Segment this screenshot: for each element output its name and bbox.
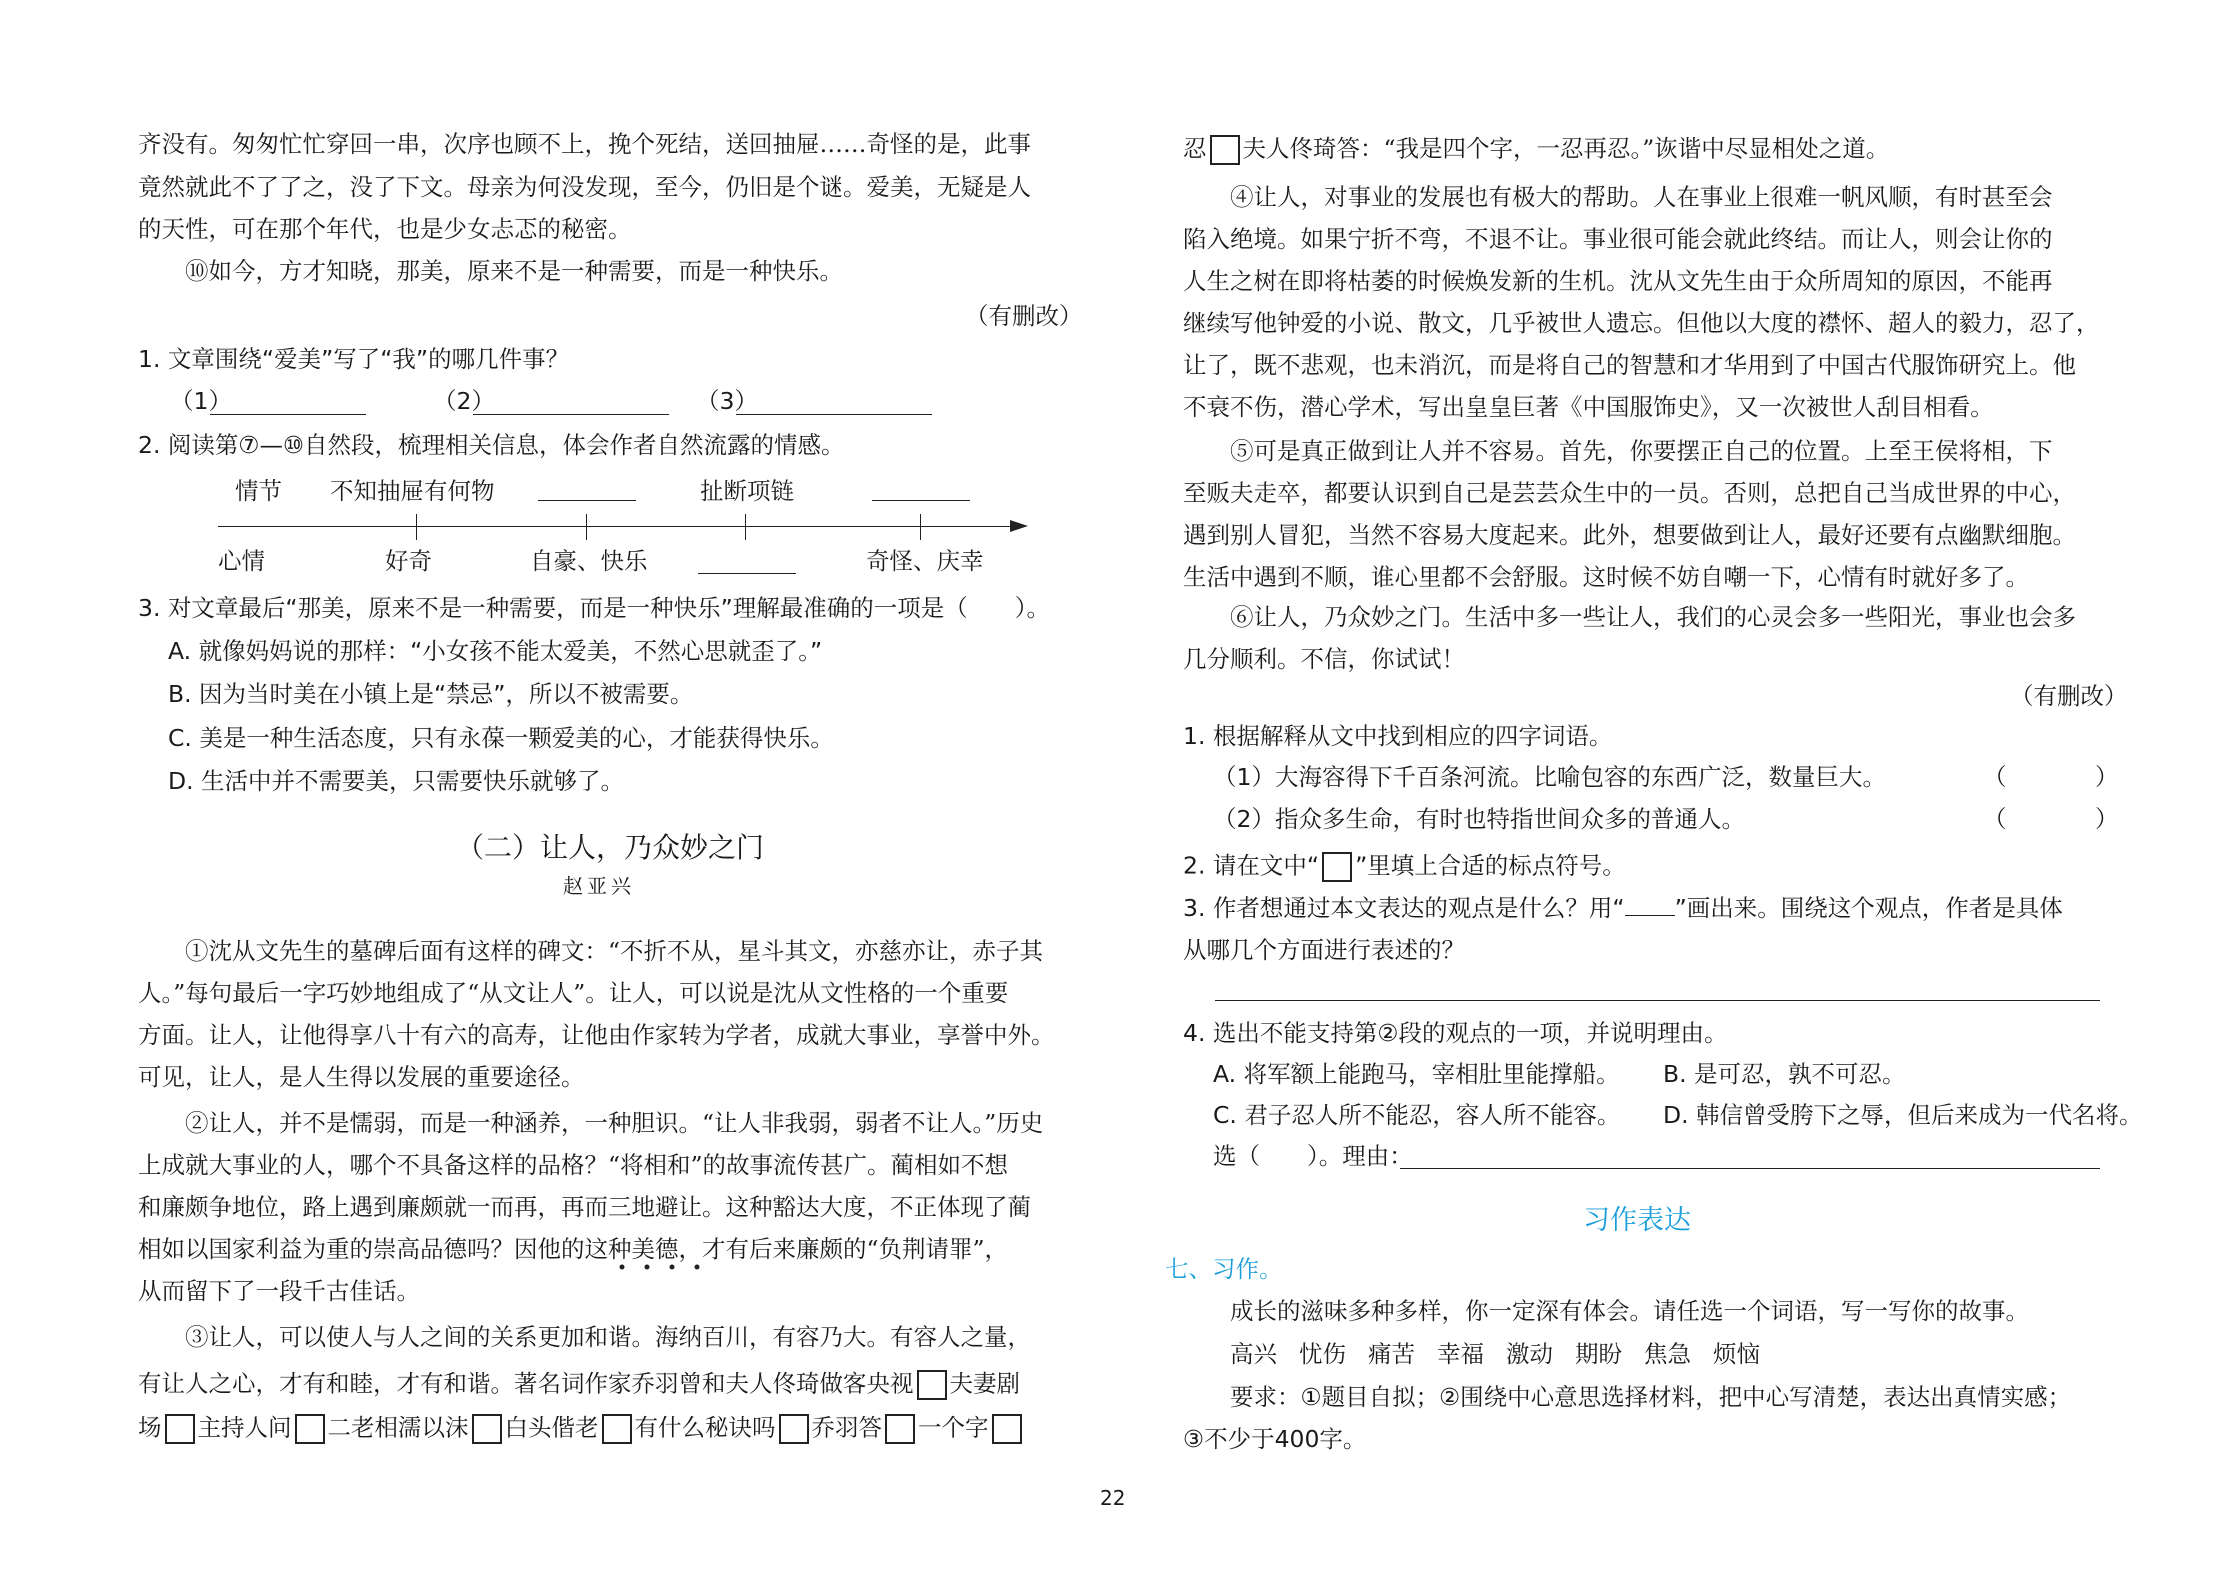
writing-heading: 七、习作。 [1165,1255,1283,1283]
word-choices [1230,1340,1760,1368]
punctuation-box[interactable] [992,1414,1022,1444]
timeline-tick [745,514,746,540]
body-text: 一个字 [918,1413,989,1442]
body-text-line: 人。”每句最后一字巧妙地组成了“从文让人”。让人，可以说是沈从文性格的一个重要 [138,979,1009,1007]
answer-blank-2[interactable] [473,414,669,415]
body-text: 夫人佟琦答：“我是四个字，一忍再忍。”诙谐中尽显相处之道。 [1242,134,1890,163]
question-2-stem [1183,852,1626,882]
body-text-line: 和廉颇争地位，路上遇到廉颇就一而再，再而三地避让。这种豁达大度，不正体现了蔺 [138,1193,1031,1221]
question-3-stem [1183,894,2063,922]
body-text: 二老相濡以沫 [327,1413,469,1442]
question-text: 3. 作者想通过本文表达的观点是什么？用“ [1183,894,1625,922]
body-text-line: 陷入绝境。如果宁折不弯，不退不让。事业很可能会就此终结。而让人，则会让你的 [1183,225,2053,253]
body-text: 夫妻剧 [949,1369,1020,1398]
word-choice: 激动 [1506,1340,1553,1368]
body-text: 忍 [1183,134,1207,163]
answer-blank-3[interactable] [736,414,932,415]
question-3-stem: 3. 对文章最后“那美，原来不是一种需要，而是一种快乐”理解最准确的一项是（ ）。 [138,594,1050,622]
punctuation-box[interactable] [472,1414,502,1444]
paren-open: （ [1983,763,2007,791]
word-choice: 期盼 [1575,1340,1622,1368]
emotion-label: 心情 [218,547,265,575]
question-2-stem: 2. 阅读第⑦—⑩自然段，梳理相关信息，体会作者自然流露的情感。 [138,431,845,459]
page-number: 22 [1100,1486,1126,1510]
timeline-tick [416,514,417,540]
option-d[interactable]: D. 韩信曾受胯下之辱，但后来成为一代名将。 [1663,1101,2143,1129]
question-text: ”里填上合适的标点符号。 [1355,851,1626,880]
article-author: 赵亚兴 [563,874,635,898]
body-text-line: ③让人，可以使人与人之间的关系更加和谐。海纳百川，有容乃大。有容人之量， [185,1323,1031,1351]
body-text-line: 相如以国家利益为重的崇高品德吗？因他的这种美德，才有后来廉颇的“负荆请罪”， [138,1235,1009,1263]
reason-line[interactable] [1400,1168,2100,1169]
body-text-line: 竟然就此不了了之，没了下文。母亲为何没发现，至今，仍旧是个谜。爱美，无疑是人 [138,173,1031,201]
writing-prompt: 成长的滋味多种多样，你一定深有体会。请任选一个词语，写一写你的故事。 [1230,1297,2029,1325]
body-text-line: 几分顺利。不信，你试试！ [1183,645,1465,673]
question-text: ”画出来。围绕这个观点，作者是具体 [1674,894,2063,922]
emotion-item: 奇怪、庆幸 [866,547,984,575]
body-text-line: 方面。让人，让他得享八十有六的高寿，让他由作家转为学者，成就大事业，享誉中外。 [138,1021,1055,1049]
timeline-tick [586,514,587,540]
answer-label-1: （1） [170,387,232,415]
option-b[interactable]: B. 因为当时美在小镇上是“禁忌”，所以不被需要。 [168,680,694,708]
paren-close: ） [2095,763,2119,791]
sub-question: （2）指众多生命，有时也特指世间众多的普通人。 [1213,805,1745,833]
body-text: 场 [138,1413,162,1442]
punctuation-box[interactable] [295,1414,325,1444]
word-choice: 高兴 [1230,1340,1277,1368]
question-text: 2. 请在文中“ [1183,851,1320,880]
word-choice: 痛苦 [1368,1340,1415,1368]
body-text-line: 的天性，可在那个年代，也是少女忐忑的秘密。 [138,215,632,243]
arrow-head-icon [1010,518,1030,534]
body-text-line: ⑥让人，乃众妙之门。生活中多一些让人，我们的心灵会多一些阳光，事业也会多 [1230,603,2076,631]
body-text-line: ⑤可是真正做到让人并不容易。首先，你要摆正自己的位置。上至王侯将相，下 [1230,437,2053,465]
timeline-axis [218,526,1015,527]
word-choice: 烦恼 [1713,1340,1760,1368]
question-3-stem-line2: 从哪几个方面进行表述的？ [1183,936,1465,964]
section-title: 习作表达 [1583,1205,1691,1236]
body-text: 有什么秘诀吗 [634,1413,776,1442]
body-text: 主持人问 [197,1413,292,1442]
select-answer: 选（ ）。理由： [1213,1142,1413,1170]
body-text-line: ②让人，并不是懦弱，而是一种涵养，一种胆识。“让人非我弱，弱者不让人。”历史 [185,1109,1044,1137]
body-text-line: 生活中遇到不顺，谁心里都不会舒服。这时候不妨自嘲一下，心情有时就好多了。 [1183,563,2029,591]
option-b[interactable]: B. 是可忍，孰不可忍。 [1663,1060,1906,1088]
word-choice: 幸福 [1437,1340,1484,1368]
body-text-line [1183,135,1889,165]
timeline-tick [920,514,921,540]
option-c[interactable]: C. 美是一种生活态度，只有永葆一颗爱美的心，才能获得快乐。 [168,724,834,752]
question-4-stem: 4. 选出不能支持第②段的观点的一项，并说明理由。 [1183,1019,1728,1047]
writing-requirements: ③不少于400字。 [1183,1425,1367,1453]
emotion-item: 好奇 [385,547,432,575]
paren-open: （ [1983,805,2007,833]
body-text-line [138,1370,1020,1400]
source-note: （有删改） [965,302,1083,330]
answer-label-3: （3） [696,387,758,415]
answer-line[interactable] [1215,1000,2100,1001]
source-note: （有删改） [2010,682,2128,710]
body-text: 白头偕老 [504,1413,599,1442]
punctuation-box[interactable] [917,1370,947,1400]
option-a[interactable]: A. 将军额上能跑马，宰相肚里能撑船。 [1213,1060,1620,1088]
plot-item: 不知抽屉有何物 [330,477,495,505]
punctuation-box[interactable] [779,1414,809,1444]
punctuation-box[interactable] [602,1414,632,1444]
body-text-line: 至贩夫走卒，都要认识到自己是芸芸众生中的一员。否则，总把自己当成世界的中心， [1183,479,2076,507]
body-text-line: 不衰不伤，潜心学术，写出皇皇巨著《中国服饰史》，又一次被世人刮目相看。 [1183,393,1994,421]
plot-blank[interactable] [872,500,970,501]
plot-blank[interactable] [538,500,636,501]
body-text-line: 继续写他钟爱的小说、散文，几乎被世人遗忘。但他以大度的襟怀、超人的毅力，忍了， [1183,309,2100,337]
body-text-line: 遇到别人冒犯，当然不容易大度起来。此外，想要做到让人，最好还要有点幽默细胞。 [1183,521,2076,549]
paren-close: ） [2095,805,2119,833]
underline-sample [1625,897,1675,916]
punctuation-box-sample [1322,852,1352,882]
word-choice: 焦急 [1644,1340,1691,1368]
body-text: 有让人之心，才有和睦，才有和谐。著名词作家乔羽曾和夫人佟琦做客央视 [138,1369,914,1398]
option-d[interactable]: D. 生活中并不需要美，只需要快乐就够了。 [168,767,625,795]
option-c[interactable]: C. 君子忍人所不能忍，容人所不能容。 [1213,1101,1621,1129]
body-text-line: 人生之树在即将枯萎的时候焕发新的生机。沈从文先生由于众所周知的原因，不能再 [1183,267,2053,295]
plot-label: 情节 [235,477,282,505]
emotion-blank[interactable] [698,573,796,574]
word-choice: 忧伤 [1299,1340,1346,1368]
answer-label-2: （2） [433,387,495,415]
body-text-line [138,1414,1025,1444]
body-text: 乔羽答 [811,1413,882,1442]
answer-blank-1[interactable] [210,414,366,415]
punctuation-box[interactable] [165,1414,195,1444]
body-text-line: 让了，既不悲观，也未消沉，而是将自己的智慧和才华用到了中国古代服饰研究上。他 [1183,351,2076,379]
emotion-item: 自豪、快乐 [530,547,648,575]
body-text-line: ④让人，对事业的发展也有极大的帮助。人在事业上很难一帆风顺，有时甚至会 [1230,183,2053,211]
punctuation-box[interactable] [1210,135,1240,165]
plot-item: 扯断项链 [700,477,794,505]
emphasis-dots [610,1262,710,1272]
sub-question: （1）大海容得下千百条河流。比喻包容的东西广泛，数量巨大。 [1213,763,1886,791]
body-text-line: 齐没有。匆匆忙忙穿回一串，次序也顾不上，挽个死结，送回抽屉……奇怪的是，此事 [138,130,1031,158]
body-text-line: ①沈从文先生的墓碑后面有这样的碑文：“不折不从，星斗其文，亦慈亦让，赤子其 [185,937,1044,965]
article-title: （二）让人，乃众妙之门 [456,831,765,864]
body-text-line: 可见，让人，是人生得以发展的重要途径。 [138,1063,585,1091]
question-1-stem: 1. 文章围绕“爱美”写了“我”的哪几件事？ [138,345,570,373]
question-1-stem: 1. 根据解释从文中找到相应的四字词语。 [1183,722,1613,750]
option-a[interactable]: A. 就像妈妈说的那样：“小女孩不能太爱美，不然心思就歪了。” [168,637,823,665]
body-text-line: 上成就大事业的人，哪个不具备这样的品格？“将相和”的故事流传甚广。蔺相如不想 [138,1151,1009,1179]
body-text-line: 从而留下了一段千古佳话。 [138,1277,420,1305]
body-text-line: ⑩如今，方才知晓，那美，原来不是一种需要，而是一种快乐。 [185,257,843,285]
writing-requirements: 要求：①题目自拟；②围绕中心意思选择材料，把中心写清楚，表达出真情实感； [1230,1383,2072,1411]
punctuation-box[interactable] [885,1414,915,1444]
